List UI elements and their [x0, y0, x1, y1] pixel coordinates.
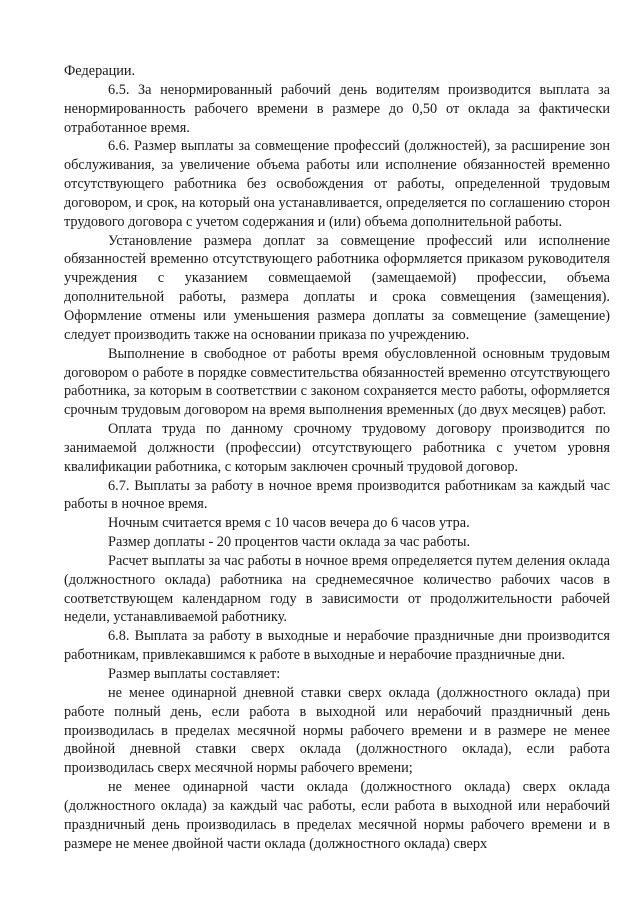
- paragraph-fixed-term-contract: Выполнение в свободное от работы время обусловленной основным трудовым договором о работе в порядке совместительства обязанностей временно отсутствующего работника, за которым в соответствии с законом сохраняется место работы, оформляется срочным трудовым договором на время выполнения временных (до двух месяцев) работ.: [64, 345, 610, 419]
- paragraph-payment-size: Размер выплаты составляет:: [108, 666, 281, 682]
- paragraph-6-5: 6.5. За ненормированный рабочий день водителям производится выплата за ненормированность рабочего времени в размере до 0,50 от оклада за фактически отработанное время.: [64, 81, 610, 136]
- paragraph-6-6: 6.6. Размер выплаты за совмещение профессий (должностей), за расширение зон обслуживания, за увеличение объема работы или исполнение обязанностей временно отсутствующего работника без освобождения от работы, определенной трудовым договором, и срок, на который она устанавливается, определяется по соглашению сторон трудового договора с учетом содержания и (или) объема дополнительной работы.: [64, 138, 610, 230]
- paragraph-federation-end: Федерации.: [64, 63, 136, 79]
- paragraph-combination-order: Установление размера доплат за совмещение профессий или исполнение обязанностей временно отсутствующего работника оформляется приказом руководителя учреждения с указанием совмещаемой (замещаемой) профессии, объема дополнительной работы, размера доплаты и срока совмещения (замещения). Оформление отмены или уменьшения размера доплаты за совмещение (замещение) следует производить также на основании приказа по учреждению.: [64, 232, 610, 343]
- document-body: [64, 62, 610, 853]
- paragraph-6-7: 6.7. Выплаты за работу в ночное время производится работникам за каждый час работы в ночное время.: [64, 477, 610, 513]
- paragraph-night-hours: Ночным считается время с 10 часов вечера до 6 часов утра.: [108, 515, 470, 532]
- paragraph-hourly-rate: не менее одинарной части оклада (должностного оклада) сверх оклада (должностного оклада) за каждый час работы, если работа в выходной или нерабочий праздничный день производилась в пределах месячной нормы рабочего времени и в размере не менее двойной части оклада (должностного оклада) сверх: [64, 779, 610, 852]
- paragraph-night-rate: Размер доплаты - 20 процентов части оклада за час работы.: [108, 534, 471, 551]
- paragraph-night-calculation: Расчет выплаты за час работы в ночное время определяется путем деления оклада (должностного оклада) работника на среднемесячное количество рабочих часов в соответствующем календарном году в зависимости от продолжительности рабочей недели, устанавливаемой работнику.: [64, 552, 610, 626]
- paragraph-full-day-rate: не менее одинарной дневной ставки сверх оклада (должностного оклада) при работе полный день, если работа в выходной или нерабочий праздничный день производилась в пределах месячной нормы рабочего времени и в размере не менее двойной дневной ставки сверх оклада (должностного оклада), если работа производилась сверх месячной нормы рабочего времени;: [64, 684, 610, 777]
- paragraph-fixed-term-pay: Оплата труда по данному срочному трудовому договору производится по занимаемой должности (профессии) отсутствующего работника с учетом уровня квалификации работника, с которым заключен срочный трудовой договор.: [64, 421, 610, 475]
- paragraph-6-8: 6.8. Выплата за работу в выходные и нерабочие праздничные дни производится работникам, привлекавшимся к работе в выходные и нерабочие праздничные дни.: [64, 628, 610, 664]
